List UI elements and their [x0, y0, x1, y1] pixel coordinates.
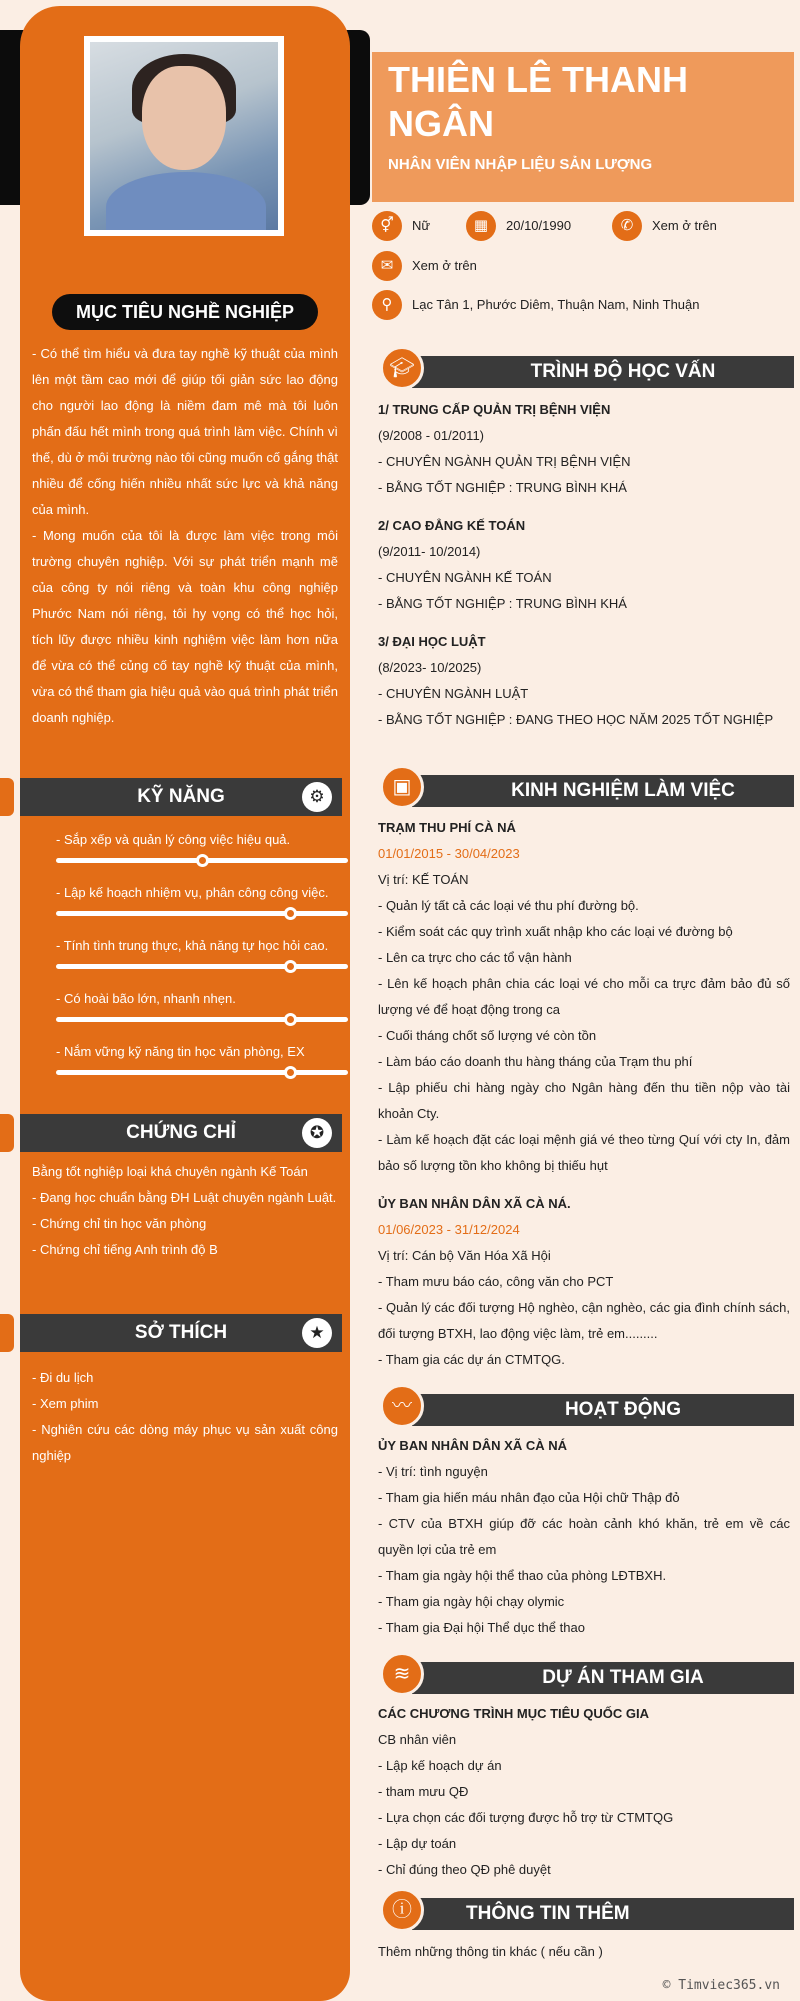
hobby-item: - Xem phim	[32, 1396, 99, 1411]
certificate-item: Bằng tốt nghiệp loại khá chuyên ngành Kế Toán	[32, 1164, 308, 1179]
certificates-list	[32, 1159, 338, 1263]
decorative-nub	[0, 778, 14, 816]
skill-label: - Tính tình trung thực, khả năng tự học hỏi cao.	[56, 938, 329, 953]
job-period: 01/01/2015 - 30/04/2023	[378, 846, 520, 861]
gear-icon: ⚙	[302, 782, 332, 812]
experience-section	[378, 815, 790, 1373]
address-value: Lạc Tân 1, Phước Diêm, Thuận Nam, Ninh Thuận	[412, 297, 700, 312]
skill-level-track	[56, 1017, 348, 1022]
education-detail: - BẰNG TỐT NGHIỆP : TRUNG BÌNH KHÁ	[378, 596, 627, 611]
activity-item: - Tham gia ngày hội thể thao của phòng LĐTBXH.	[378, 1568, 667, 1583]
mail-icon: ✉	[372, 251, 402, 281]
job-duty: - Tham gia các dự án CTMTQG.	[378, 1352, 565, 1367]
email-value: Xem ở trên	[412, 258, 477, 273]
activities-title: HOẠT ĐỘNG	[412, 1394, 794, 1426]
job-duty: - Lập phiếu chi hàng ngày cho Ngân hàng đến thu tiền nộp vào tài khoản Cty.	[378, 1080, 790, 1121]
experience-title: KINH NGHIỆM LÀM VIỆC	[412, 775, 794, 807]
skill-level-knob	[284, 907, 297, 920]
skill-level-knob	[284, 1066, 297, 1079]
avatar	[84, 36, 284, 236]
activities-section	[378, 1433, 790, 1641]
education-period: (9/2011- 10/2014)	[378, 544, 481, 559]
education-school: 3/ ĐẠI HỌC LUẬT	[378, 634, 486, 649]
pulse-icon: 〰	[380, 1384, 424, 1428]
star-icon: ★	[302, 1318, 332, 1348]
candidate-role: NHÂN VIÊN NHẬP LIỆU SẢN LƯỢNG	[388, 156, 653, 173]
decorative-nub	[0, 1314, 14, 1352]
footer-watermark: © Timviec365.vn	[662, 1978, 780, 1993]
certificates-title: CHỨNG CHỈ	[126, 1122, 236, 1143]
skill-level-knob	[196, 854, 209, 867]
activity-item: - Tham gia Đại hội Thể dục thể thao	[378, 1620, 585, 1635]
project-item: - Lựa chọn các đối tượng được hỗ trợ từ CTMTQG	[378, 1810, 674, 1825]
activity-item: - Vị trí: tình nguyện	[378, 1464, 488, 1479]
skills-title: KỸ NĂNG	[137, 786, 225, 807]
job-org: ỦY BAN NHÂN DÂN XÃ CÀ NÁ.	[378, 1196, 571, 1211]
candidate-name: THIÊN LÊ THANH NGÂN	[388, 59, 688, 144]
skill-item	[56, 991, 348, 1006]
phone-value: Xem ở trên	[652, 218, 717, 233]
job-duty: - Kiểm soát các quy trình xuất nhập kho các loại vé đường bộ	[378, 924, 733, 939]
gender-icon: ⚥	[372, 211, 402, 241]
calendar-icon: ▦	[466, 211, 496, 241]
projects-org: CÁC CHƯƠNG TRÌNH MỤC TIÊU QUỐC GIA	[378, 1706, 650, 1721]
education-detail: - BẰNG TỐT NGHIỆP : TRUNG BÌNH KHÁ	[378, 480, 627, 495]
certificate-item: - Chứng chỉ tiếng Anh trình độ B	[32, 1242, 218, 1257]
phone-item	[612, 211, 717, 241]
education-school: 1/ TRUNG CẤP QUẢN TRỊ BỆNH VIỆN	[378, 402, 611, 417]
objective-paragraph-2: - Mong muốn của tôi là được làm việc trong môi trường chuyên nghiệp. Với sự phát triển mạnh mẽ của công ty nói riêng và toàn khu công nghiệp Phước Nam nói riêng, tôi hy vọng có thể học hỏi, tích lũy được nhiều kinh nghiệm việc làm hơn nữa để vừa có thể củng cố tay nghề kỹ thuật của mình, vừa có thể tham gia hiệu quả vào quá trình phát triển doanh nghiệp.	[32, 528, 338, 725]
education-period: (9/2008 - 01/2011)	[378, 428, 484, 443]
skill-level-track	[56, 1070, 348, 1075]
skill-item	[56, 938, 348, 953]
name-banner	[372, 52, 794, 202]
gender-item	[372, 211, 430, 241]
job-org: TRẠM THU PHÍ CÀ NÁ	[378, 820, 516, 835]
project-item: - Lập dự toán	[378, 1836, 457, 1851]
education-detail: - CHUYÊN NGÀNH LUẬT	[378, 686, 529, 701]
hobbies-header	[20, 1314, 342, 1352]
dob-item	[466, 211, 571, 241]
project-item: - Chỉ đúng theo QĐ phê duyệt	[378, 1862, 551, 1877]
layers-icon: ≋	[380, 1652, 424, 1696]
education-detail: - CHUYÊN NGÀNH QUẢN TRỊ BỆNH VIỆN	[378, 454, 631, 469]
skill-level-knob	[284, 1013, 297, 1026]
job-period: 01/06/2023 - 31/12/2024	[378, 1222, 520, 1237]
skill-item	[56, 885, 348, 900]
activity-item: - Tham gia hiến máu nhân đạo của Hội chữ Thập đỏ	[378, 1490, 680, 1505]
skills-header	[20, 778, 342, 816]
education-period: (8/2023- 10/2025)	[378, 660, 482, 675]
email-item	[372, 251, 477, 281]
skill-label: - Có hoài bão lớn, nhanh nhẹn.	[56, 991, 236, 1006]
skill-label: - Lập kế hoạch nhiệm vụ, phân công công việc.	[56, 885, 329, 900]
education-header	[372, 344, 794, 394]
activities-org: ỦY BAN NHÂN DÂN XÃ CÀ NÁ	[378, 1438, 567, 1453]
certificate-item: - Chứng chỉ tin học văn phòng	[32, 1216, 207, 1231]
gender-value: Nữ	[412, 218, 431, 233]
job-duty: - Lên ca trực cho các tổ vận hành	[378, 950, 572, 965]
avatar-photo	[90, 42, 278, 230]
project-item: CB nhân viên	[378, 1732, 457, 1747]
job-duty: - Làm báo cáo doanh thu hàng tháng của Trạm thu phí	[378, 1054, 693, 1069]
job-duty: - Tham mưu báo cáo, công văn cho PCT	[378, 1274, 614, 1289]
sidebar	[20, 6, 350, 2001]
job-duty: - Làm kế hoạch đặt các loại mệnh giá vé theo từng Quí với cty In, đảm bảo số lượng tồn kho không bị thiếu hụt	[378, 1132, 790, 1173]
dob-value: 20/10/1990	[506, 218, 572, 233]
activities-header	[372, 1382, 794, 1432]
objective-paragraph-1: - Có thể tìm hiểu và đưa tay nghề kỹ thuật của mình lên một tầm cao mới để giúp tối giản sức lao động cho người lao động là niềm đam mê mà tôi luôn phấn đấu hết mình trong quá trình làm việc. Chính vì thế, dù ở môi trường nào tôi cũng muốn cố gắng thật nhiều để cống hiến nhiều nhất sức lực và khả năng của mình.	[32, 346, 338, 517]
skill-label: - Sắp xếp và quản lý công việc hiệu quả.	[56, 832, 291, 847]
job-duty: - Quản lý tất cả các loại vé thu phí đường bộ.	[378, 898, 639, 913]
decorative-nub	[0, 1114, 14, 1152]
job-position: Vị trí: KẾ TOÁN	[378, 872, 469, 887]
hobbies-list	[32, 1365, 338, 1469]
skill-level-track	[56, 911, 348, 916]
projects-header	[372, 1650, 794, 1700]
skill-item	[56, 832, 348, 847]
job-duty: - Cuối tháng chốt số lượng vé còn tồn	[378, 1028, 597, 1043]
education-detail: - CHUYÊN NGÀNH KẾ TOÁN	[378, 570, 552, 585]
project-item: - Lập kế hoạch dự án	[378, 1758, 502, 1773]
project-item: - tham mưu QĐ	[378, 1784, 469, 1799]
graduation-cap-icon: 🎓︎	[380, 346, 424, 390]
education-school: 2/ CAO ĐẲNG KẾ TOÁN	[378, 518, 526, 533]
experience-header	[372, 763, 794, 813]
education-detail: - BẰNG TỐT NGHIỆP : ĐANG THEO HỌC NĂM 2025 TỐT NGHIỆP	[378, 712, 774, 727]
education-title: TRÌNH ĐỘ HỌC VẤN	[412, 356, 794, 388]
projects-section	[378, 1701, 790, 1883]
more-info-title: THÔNG TIN THÊM	[412, 1898, 794, 1930]
job-duty: - Quản lý các đối tượng Hộ nghèo, cận nghèo, các gia đình chính sách, đối tượng BTXH, lao động việc làm, trẻ em.........	[378, 1300, 790, 1341]
more-info-text: Thêm những thông tin khác ( nếu cần )	[378, 1944, 603, 1959]
more-info-header	[372, 1886, 794, 1936]
hobby-item: - Đi du lịch	[32, 1370, 94, 1385]
education-section	[378, 397, 790, 733]
location-pin-icon: ⚲	[372, 290, 402, 320]
job-position: Vị trí: Cán bộ Văn Hóa Xã Hội	[378, 1248, 551, 1263]
certificates-header	[20, 1114, 342, 1152]
info-icon: ⓘ	[380, 1888, 424, 1932]
briefcase-icon: ▣	[380, 765, 424, 809]
hobby-item: - Nghiên cứu các dòng máy phục vụ sản xuất công nghiệp	[32, 1422, 338, 1463]
activity-item: - Tham gia ngày hội chạy olymic	[378, 1594, 565, 1609]
objective-title: MỤC TIÊU NGHỀ NGHIỆP	[52, 294, 318, 330]
skill-label: - Nắm vững kỹ năng tin học văn phòng, EX	[56, 1044, 305, 1059]
skill-level-track	[56, 964, 348, 969]
activity-item: - CTV của BTXH giúp đỡ các hoàn cảnh khó khăn, trẻ em về các quyền lợi của trẻ em	[378, 1516, 790, 1557]
skill-item	[56, 1044, 348, 1059]
projects-title: DỰ ÁN THAM GIA	[412, 1662, 794, 1694]
phone-icon: ✆	[612, 211, 642, 241]
hobbies-title: SỞ THÍCH	[134, 1322, 228, 1343]
certificate-item: - Đang học chuẩn bằng ĐH Luật chuyên ngành Luật.	[32, 1190, 337, 1205]
address-item	[372, 290, 700, 320]
skill-level-knob	[284, 960, 297, 973]
medal-icon: ✪	[302, 1118, 332, 1148]
job-duty: - Lên kế hoạch phân chia các loại vé cho mỗi ca trực đảm bảo đủ số lượng vé để hoạt động trong ca	[378, 976, 790, 1017]
